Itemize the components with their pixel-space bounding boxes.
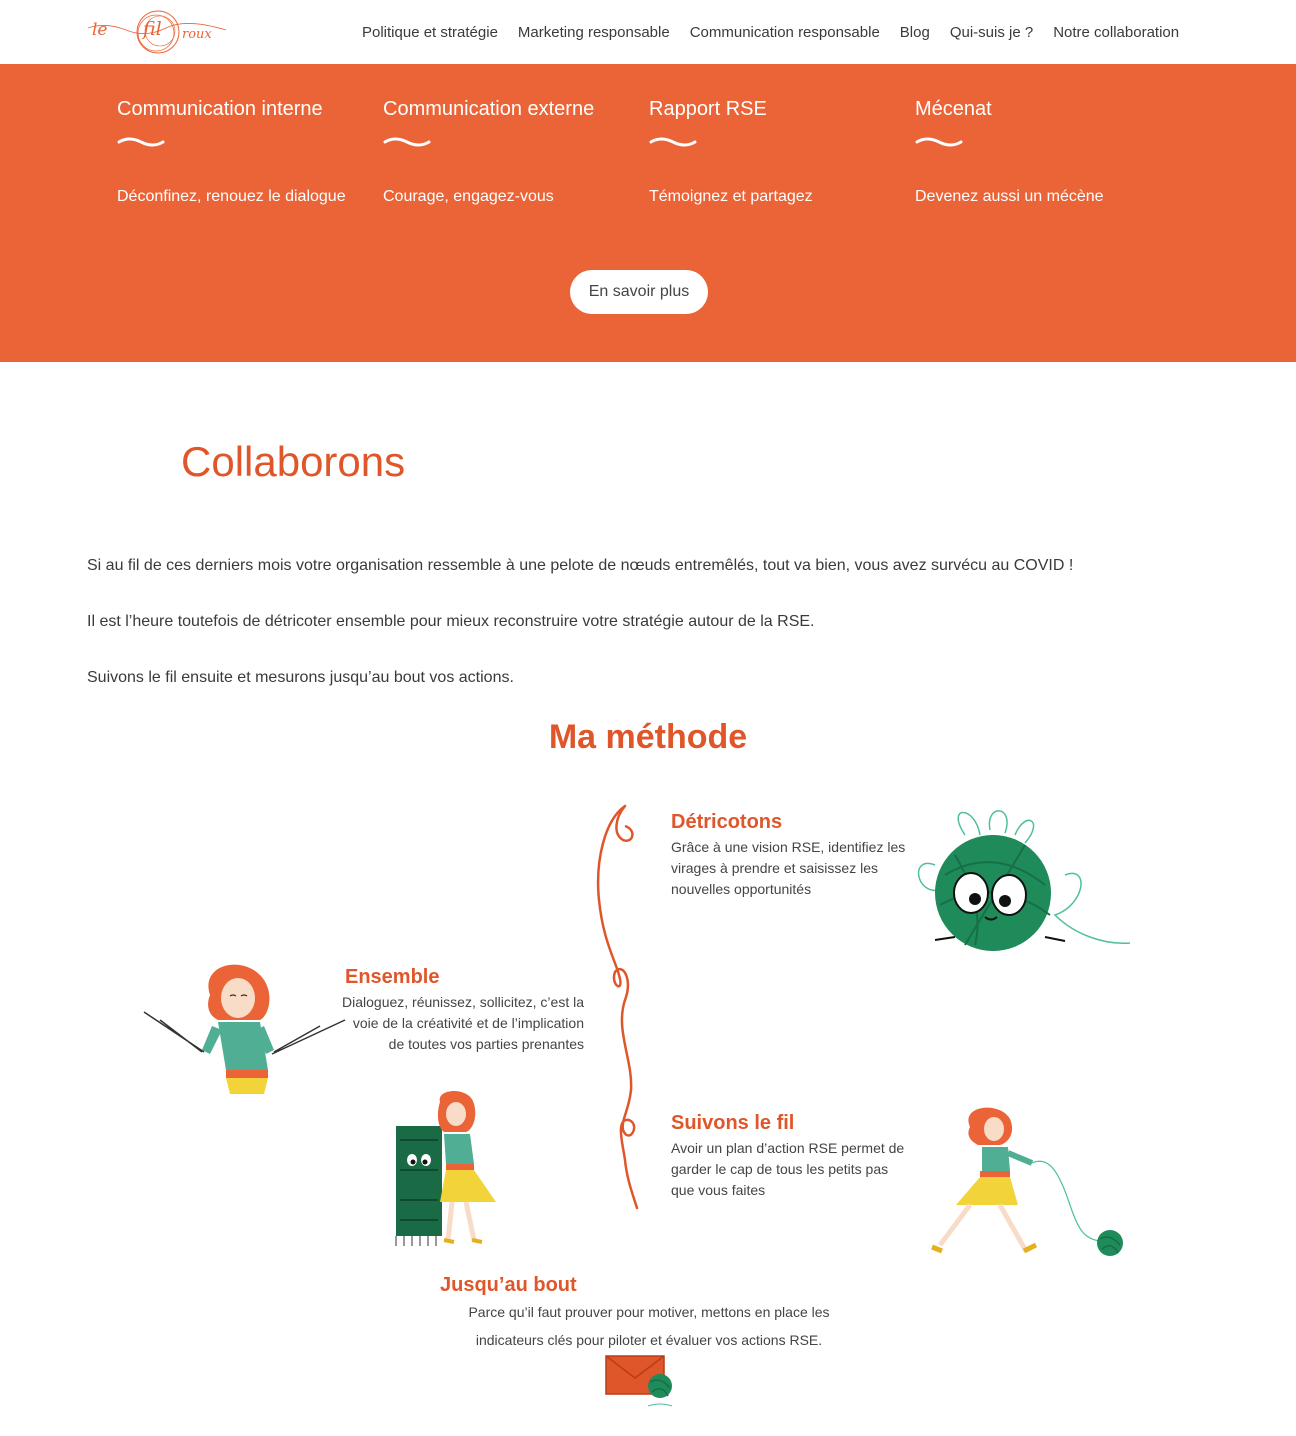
step-detricotons-title: Détricotons <box>671 811 783 833</box>
step-jusquau-bout-title: Jusqu’au bout <box>440 1274 577 1296</box>
text-line: indicateurs clés pour piloter et évaluer vos actions RSE. <box>475 1332 823 1348</box>
wave-divider-icon <box>383 136 431 148</box>
service-subtitle: Courage, engagez-vous <box>383 188 554 205</box>
intro-paragraph-3: Suivons le fil ensuite et mesurons jusqu’au bout vos actions. <box>87 669 514 686</box>
woman-knitting-needles-icon <box>140 960 350 1100</box>
method-heading: Ma méthode <box>548 718 748 756</box>
service-title: Rapport RSE <box>649 98 767 120</box>
text-line: que vous faites <box>671 1182 766 1198</box>
nav-qui-suis-je[interactable]: Qui-suis je ? <box>949 23 1034 41</box>
envelope-yarn-icon[interactable] <box>600 1350 680 1410</box>
step-suivons-title: Suivons le fil <box>671 1112 795 1134</box>
intro-paragraph-2: Il est l’heure toutefois de détricoter ensemble pour mieux reconstruire votre stratégie autour de la RSE. <box>87 613 815 630</box>
text-line: Parce qu’il faut prouver pour motiver, mettons en place les <box>468 1304 830 1320</box>
text-line: Dialoguez, réunissez, sollicitez, c’est la <box>342 994 584 1010</box>
wave-divider-icon <box>915 136 963 148</box>
service-title: Communication interne <box>117 98 323 120</box>
step-ensemble-text <box>330 992 584 1055</box>
text-line: Avoir un plan d’action RSE permet de <box>671 1140 905 1156</box>
main-nav <box>352 0 1189 64</box>
thread-line-icon <box>585 800 655 1215</box>
nav-collaboration[interactable]: Notre collaboration <box>1053 23 1180 41</box>
logo-fil: fil <box>143 18 162 40</box>
step-ensemble-title: Ensemble <box>345 966 440 988</box>
logo[interactable] <box>86 6 231 58</box>
logo-le: le <box>92 20 108 40</box>
wave-divider-icon <box>117 136 165 148</box>
intro-paragraph-1: Si au fil de ces derniers mois votre organisation ressemble à une pelote de nœuds entremêlés, tout va bien, vous avez survécu au COVID ! <box>87 557 1074 574</box>
site-header <box>0 0 1296 64</box>
text-line: Grâce à une vision RSE, identifiez les <box>671 839 906 855</box>
step-detricotons-text <box>671 837 905 900</box>
service-title: Communication externe <box>383 98 595 120</box>
woman-walking-yarn-icon <box>920 1105 1135 1265</box>
text-line: nouvelles opportunités <box>671 881 812 897</box>
en-savoir-plus-button[interactable]: En savoir plus <box>570 270 708 314</box>
service-subtitle: Témoignez et partagez <box>649 188 813 205</box>
services-band <box>0 64 1296 362</box>
logo-roux: roux <box>182 27 212 42</box>
nav-communication[interactable]: Communication responsable <box>689 23 880 41</box>
step-jusquau-bout-text <box>399 1298 899 1354</box>
nav-marketing[interactable]: Marketing responsable <box>517 23 670 41</box>
service-subtitle: Déconfinez, renouez le dialogue <box>117 188 346 205</box>
woman-with-scarf-icon <box>390 1090 505 1250</box>
page-title: Collaborons <box>181 438 406 485</box>
service-title: Mécenat <box>915 98 992 120</box>
step-suivons-text <box>671 1138 904 1201</box>
text-line: de toutes vos parties prenantes <box>388 1036 584 1052</box>
text-line: garder le cap de tous les petits pas <box>671 1161 889 1177</box>
service-subtitle: Devenez aussi un mécène <box>915 188 1104 205</box>
text-line: voie de la créativité et de l’implication <box>352 1015 584 1031</box>
nav-politique[interactable]: Politique et stratégie <box>362 23 498 41</box>
text-line: virages à prendre et saisissez les <box>671 860 878 876</box>
yarn-ball-character-icon <box>905 805 1135 955</box>
nav-blog[interactable]: Blog <box>899 23 930 41</box>
wave-divider-icon <box>649 136 697 148</box>
